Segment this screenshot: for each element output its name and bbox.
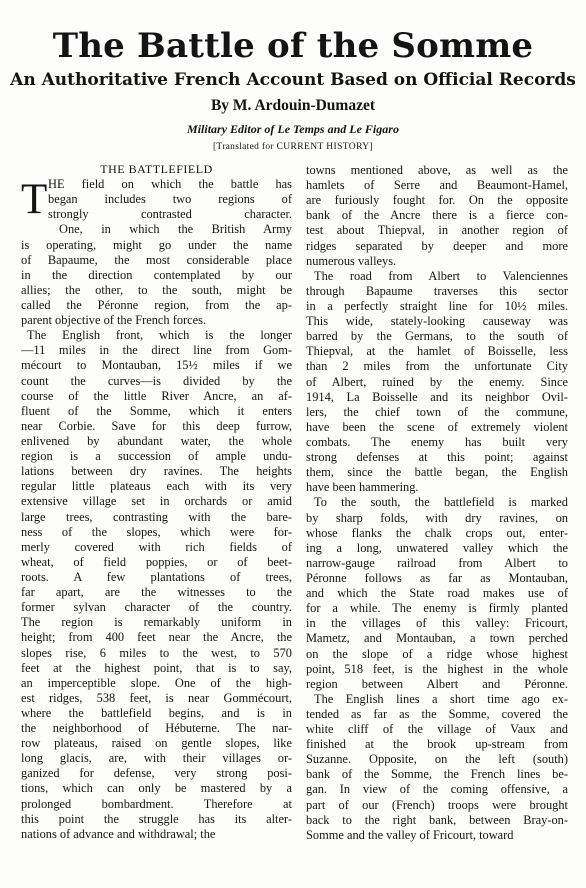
text-line: The road from Albert to Valenciennes [314,268,568,283]
text-line: extensive village set in orchards or amid [21,494,292,509]
text-line: part of our (French) troops were brought [306,797,568,812]
article-byline: By M. Ardouin-Dumazet [210,97,376,114]
text-line: height; from 400 feet near the Ancre, the [21,630,292,645]
text-line: wheat, of field poppies, or of beet- [21,554,292,569]
text-line: them, since the battle began, the English [306,465,568,480]
text-line: numerous valleys. [306,253,397,268]
text-line: on the slope of a ridge whose highest [306,646,568,661]
text-line: ness of the slopes, which were for- [21,524,292,539]
text-line: strong defenses at this point; against [306,450,568,465]
text-line: ganized for defense, very strong posi- [21,766,292,781]
text-line: enlivened by abundant water, the whole [21,433,292,448]
text-line: by sharp folds, with dry ravines, on [306,510,568,525]
text-line: the neighborhood of Hébuterne. The nar- [21,721,292,736]
text-line: One, in which the British Army [59,222,292,237]
text-line: long glacis, are, with their villages or- [21,751,292,766]
text-line: region between Albert and Péronne. [306,676,568,691]
text-line: combats. The enemy has built very [306,434,568,449]
text-line: Péronne follows as far as Montauban, [306,570,568,585]
text-line: fluent of the Somme, which it enters [21,403,292,418]
text-line: region is a succession of ample undu- [21,449,292,464]
text-line: allies; the other, to the south, might be [21,282,292,297]
text-line: of Bapaume, the most considerable place [21,252,292,267]
text-line: regular little plateaus each with its very [21,479,292,494]
text-line: Thiepval, at the hamlet of Boisselle, less [306,344,568,359]
text-line: gan. In view of the coming offensive, a [306,782,568,797]
text-line: This wide, stately-looking causeway was [306,314,568,329]
author-credentials: Military Editor of Le Temps and Le Figaro [187,122,399,136]
text-line: bank of the Ancre there is a fierce con- [306,208,568,223]
text-line: merly covered with rich fields of [21,539,292,554]
text-line: white cliff of the village of Vaux and [306,722,568,737]
text-line: test about Thiepval, in another region of [306,223,568,238]
text-line: ing a long, unwatered valley which the [306,540,568,555]
text-line: —11 miles in the direct line from Gom- [21,343,292,358]
text-line: point, 518 feet, is the highest in the whole [306,661,568,676]
text-line: of Albert, ruined by the enemy. Since [306,374,568,389]
text-line: barred by the Germans, to the south of [306,329,568,344]
text-line: est ridges, 538 feet, is near Gommécourt, [21,690,292,705]
text-line: former sylvan character of the country. [21,600,292,615]
text-line: roots. A few plantations of trees, [21,569,292,584]
translation-note: [Translated for CURRENT HISTORY] [212,142,374,152]
text-line: Somme and the valley of Fricourt, toward [306,827,514,842]
text-line: than 2 miles from the unfortunate City [306,359,568,374]
text-line: hamlets of Serre and Beaumont-Hamel, [306,178,568,193]
text-line: prolonged bombardment. Therefore at [21,796,292,811]
text-line: back to the right bank, between Bray-on- [306,812,568,827]
text-line: finished at the brook up-stream from [306,737,568,752]
article-subtitle: An Authoritative French Account Based on Official Records [10,70,576,90]
text-line: far apart, are the witnesses to the [21,585,292,600]
text-line: count the curves—is divided by the [21,373,292,388]
text-line: where the battlefield begins, and is in [21,705,292,720]
text-line: narrow-gauge railroad from Albert to [306,555,568,570]
text-line: called the Péronne region, from the ap- [21,297,292,312]
text-line: slopes rise, 6 miles to the west, to 570 [21,645,292,660]
text-line: feet at the highest point, that is to say, [21,660,292,675]
text-line: an imperceptible slope. One of the high- [21,675,292,690]
text-line: near Corbie. Save for this deep furrow, [21,418,292,433]
text-line: 1914, La Boisselle and its neighbor Ovil- [306,389,568,404]
article-title: The Battle of the Somme [52,26,534,66]
text-line: have been the scene of extremely violent [306,419,568,434]
text-line: large trees, contrasting with the bare- [21,509,292,524]
section-heading: THE BATTLEFIELD [100,162,213,176]
magazine-name: CURRENT HISTORY [276,142,370,152]
right-column [306,163,568,883]
text-line: are furiously fought for. On the opposite [306,193,568,208]
text-line: Mametz, and Montauban, a town perched [306,631,568,646]
text-line: lations between dry ravines. The heights [21,464,292,479]
text-line: this point the struggle has its alter- [21,811,292,826]
text-line: HE field on which the battle has [48,177,292,192]
text-line: mécourt to Montauban, 15½ miles if we [21,358,292,373]
text-line: towns mentioned above, as well as the [306,163,568,177]
left-column [21,162,292,882]
text-line: in a perfectly straight line for 10½ miles. [306,298,568,313]
text-line: whose flanks the chalk crops out, enter- [306,525,568,540]
text-line: tions, which can only be mastered by a [21,781,292,796]
text-line: have been hammering. [306,480,419,495]
text-line: tended as far as the Somme, covered the [306,706,568,721]
text-line: began includes two regions of [48,192,292,207]
text-line: Suzanne. Opposite, on the left (south) [306,752,568,767]
text-line: The English front, which is the longer [27,328,292,343]
text-line: bank of the Somme, the French lines be- [306,767,568,782]
text-line: The English lines a short time ago ex- [314,691,568,706]
text-line: course of the little River Ancre, an af- [21,388,292,403]
text-line: To the south, the battlefield is marked [314,495,568,510]
text-line: and which the State road makes use of [306,586,568,601]
text-line: ridges separated by deeper and more [306,238,568,253]
text-line: row plateaus, raised on gentle slopes, like [21,736,292,751]
text-line: for a while. The enemy is firmly planted [306,601,568,616]
text-line: nations of advance and withdrawal; the [21,826,216,841]
text-line: parent objective of the French forces. [21,313,207,328]
text-line: strongly contrasted character. [48,207,292,222]
drop-cap: T [21,176,48,223]
text-line: lers, the chief town of the commune, [306,404,568,419]
text-line: through Bapaume traverses this sector [306,283,568,298]
text-line: is operating, might go under the name [21,237,292,252]
text-line: in the direction contemplated by our [21,267,292,282]
text-line: in the villages of this valley: Fricourt, [306,616,568,631]
text-line: The region is remarkably uniform in [21,615,292,630]
